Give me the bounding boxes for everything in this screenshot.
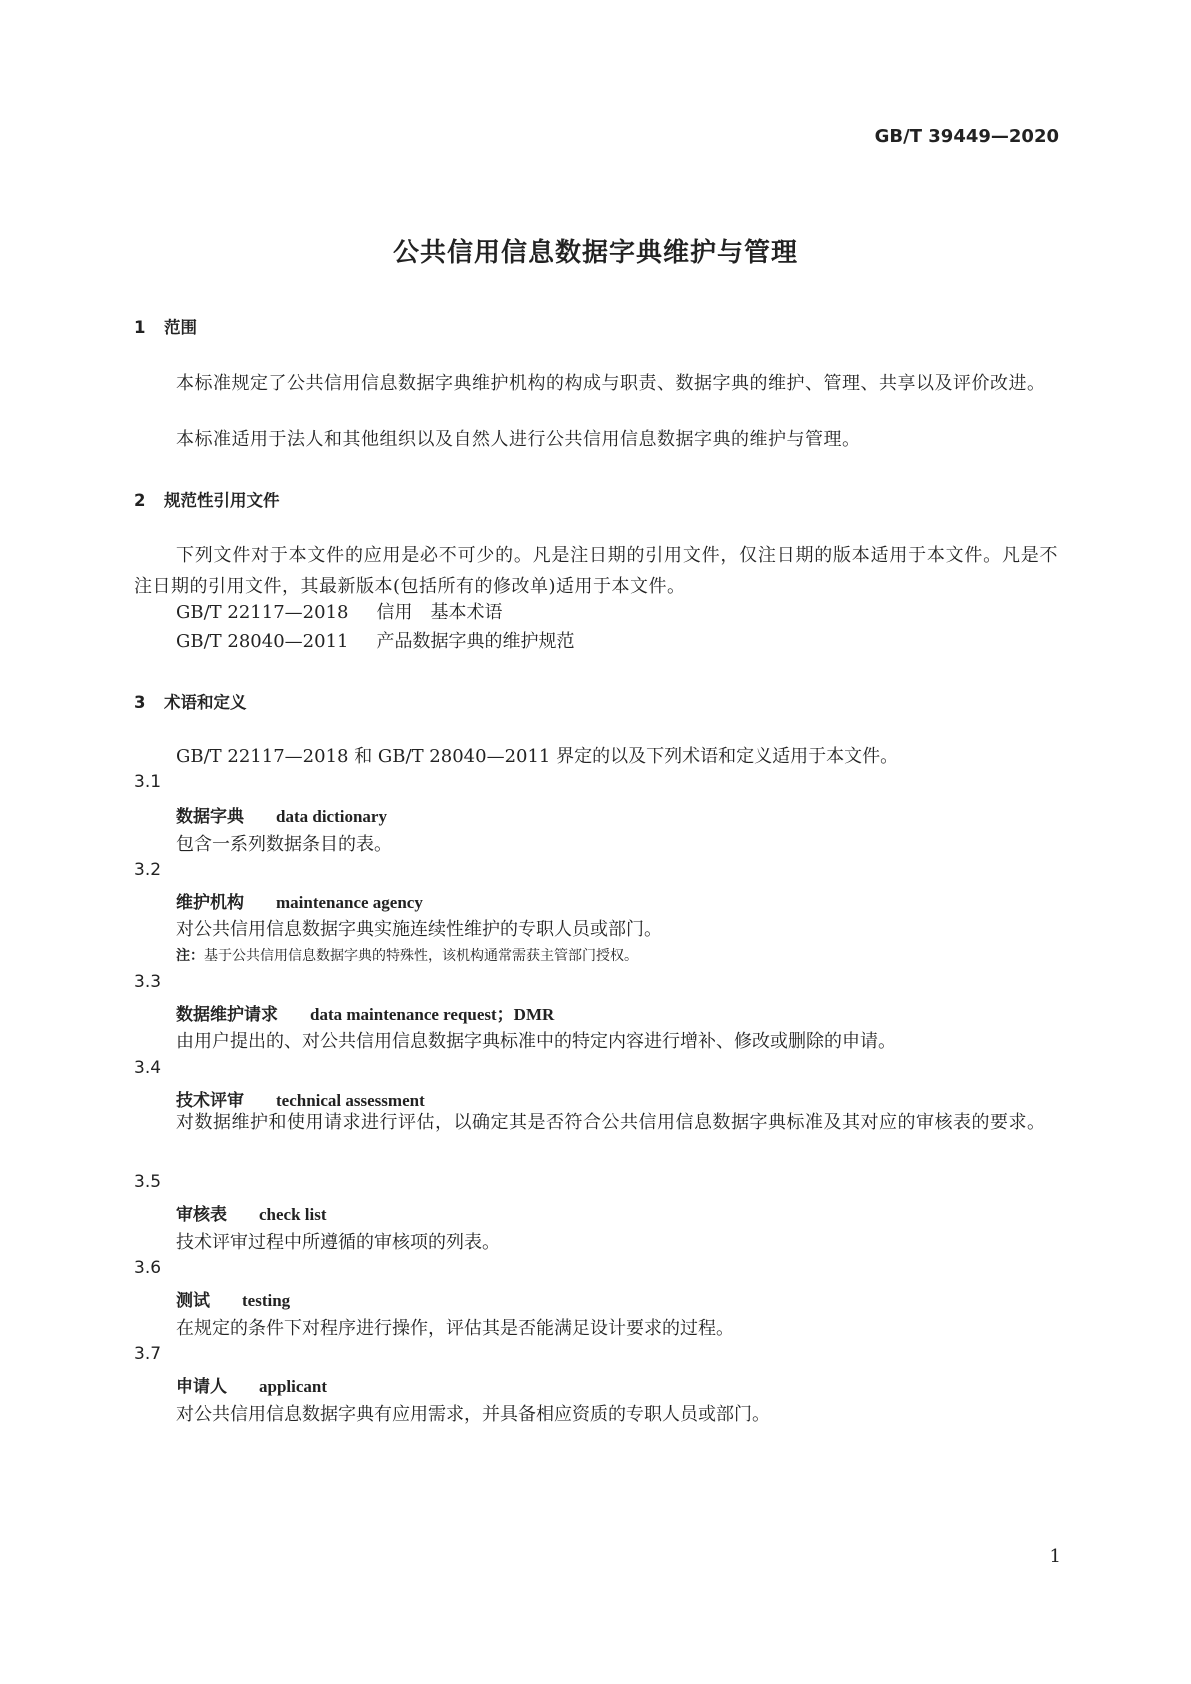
term-definition: 在规定的条件下对程序进行操作，评估其是否能满足设计要求的过程。: [176, 1318, 734, 1339]
term-en: technical assessment: [276, 1091, 425, 1110]
scope-paragraph-2: 本标准适用于法人和其他组织以及自然人进行公共信用信息数据字典的维护与管理。: [176, 429, 861, 450]
terms-intro: GB/T 22117—2018 和 GB/T 28040—2011 界定的以及下列术语和定义适用于本文件。: [176, 746, 899, 767]
term-en: testing: [242, 1291, 291, 1310]
document-title: 公共信用信息数据字典维护与管理: [392, 238, 798, 268]
term-zh: 数据字典: [176, 807, 244, 827]
page-number: 1: [1049, 1546, 1061, 1567]
section-number: 3: [134, 693, 146, 712]
term-name: [176, 1372, 327, 1397]
term-number: 3.7: [134, 1344, 162, 1364]
term-number: 3.6: [134, 1258, 162, 1278]
term-name: [176, 888, 423, 913]
term-definition: [134, 1107, 1058, 1138]
section-number: 1: [134, 318, 146, 337]
reference-code: GB/T 22117—2018: [176, 602, 349, 623]
term-zh: 数据维护请求: [176, 1005, 278, 1025]
term-en: check list: [259, 1205, 327, 1224]
term-zh: 申请人: [176, 1377, 227, 1397]
term-definition: 对公共信用信息数据字典实施连续性维护的专职人员或部门。: [176, 919, 662, 940]
term-zh: 维护机构: [176, 893, 244, 913]
term-number: 3.4: [134, 1058, 162, 1078]
term-name: [176, 1000, 554, 1025]
section-title: 范围: [164, 318, 197, 337]
section-heading-scope: [134, 314, 197, 338]
term-en: applicant: [259, 1377, 328, 1396]
term-en: data dictionary: [276, 807, 387, 826]
scope-paragraph-1: 本标准规定了公共信用信息数据字典维护机构的构成与职责、数据字典的维护、管理、共享以及评价改进。: [176, 373, 1046, 394]
term-definition: 技术评审过程中所遵循的审核项的列表。: [176, 1232, 500, 1253]
term-name: [176, 802, 387, 827]
reference-code: GB/T 28040—2011: [176, 631, 349, 652]
term-number: 3.5: [134, 1172, 162, 1192]
section-title: 规范性引用文件: [164, 491, 280, 510]
reference-item: [176, 627, 574, 653]
normative-refs-paragraph: 下列文件对于本文件的应用是必不可少的。凡是注日期的引用文件，仅注日期的版本适用于本文件。凡是不注日期的引用文件，其最新版本(包括所有的修改单)适用于本文件。: [134, 545, 1058, 597]
section-heading-terms: [134, 689, 247, 713]
reference-title: 产品数据字典的维护规范: [376, 631, 575, 652]
term-number: 3.1: [134, 772, 162, 792]
term-zh: 审核表: [176, 1205, 227, 1225]
standard-code: GB/T 39449—2020: [874, 126, 1059, 147]
note-text: 基于公共信用信息数据字典的特殊性，该机构通常需获主管部门授权。: [204, 948, 638, 964]
section-title: 术语和定义: [164, 693, 247, 712]
section-number: 2: [134, 491, 146, 510]
term-zh: 技术评审: [176, 1091, 244, 1111]
term-note: [176, 945, 638, 965]
term-number: 3.3: [134, 972, 162, 992]
reference-title: 信用 基本术语: [376, 602, 503, 623]
term-number: 3.2: [134, 860, 162, 880]
reference-item: [176, 598, 502, 624]
term-definition: 对公共信用信息数据字典有应用需求，并具备相应资质的专职人员或部门。: [176, 1404, 770, 1425]
term-name: [176, 1286, 290, 1311]
term-zh: 测试: [176, 1291, 210, 1311]
term-name: [176, 1200, 327, 1225]
term-en: maintenance agency: [276, 893, 423, 912]
section-heading-normative-refs: [134, 487, 280, 511]
term-en: data maintenance request；DMR: [310, 1005, 555, 1024]
term-definition: 由用户提出的、对公共信用信息数据字典标准中的特定内容进行增补、修改或删除的申请。: [176, 1031, 896, 1052]
term-definition-text: 对数据维护和使用请求进行评估，以确定其是否符合公共信用信息数据字典标准及其对应的审核表的要求。: [176, 1112, 1046, 1133]
term-definition: 包含一系列数据条目的表。: [176, 834, 392, 855]
note-label: 注：: [176, 948, 204, 964]
